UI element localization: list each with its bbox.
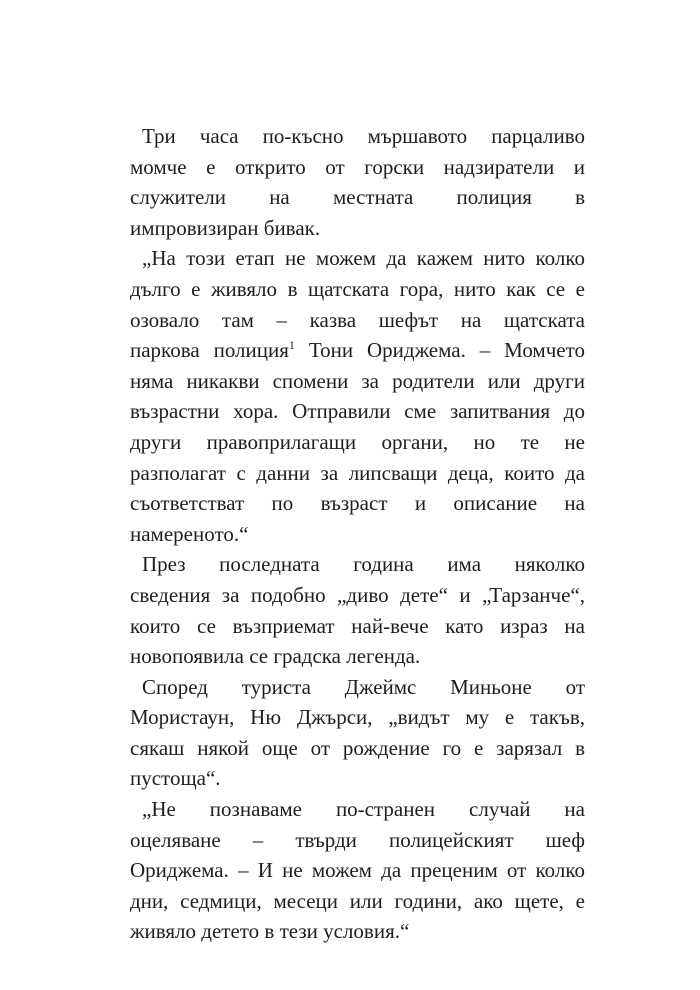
- text-line: дни, седмици, месеци или години, ако щете, е: [130, 888, 585, 913]
- paragraph-1: [118, 121, 585, 243]
- text-line: сведения за подобно „диво дете“ и „Тарзанче“,: [130, 582, 585, 607]
- text-line: оцеляване – твърди полицейският шеф: [130, 827, 585, 852]
- text-line: възрастни хора. Отправили сме запитвания до: [130, 399, 585, 424]
- text-line: Според туриста Джеймс Миньоне от: [142, 674, 585, 699]
- text-line: новопоявила се градска легенда.: [130, 644, 421, 669]
- text-line: пустоща“.: [130, 766, 221, 791]
- text-fragment: паркова полиция: [130, 338, 289, 363]
- paragraph-3: [118, 549, 585, 671]
- text-line: които се възприемат най-вече като израз на: [130, 613, 585, 638]
- text-fragment: Тони Ориджема. – Момчето: [308, 338, 585, 363]
- text-line: Три часа по-късно мършавото парцаливо: [142, 124, 585, 148]
- text-line: „Не познаваме по-странен случай на: [142, 797, 585, 822]
- paragraph-5: [118, 794, 585, 947]
- paragraph-4: [118, 672, 585, 794]
- text-line: дълго е живяло в щатската гора, нито как се е: [130, 276, 585, 301]
- text-line: озовало там – казва шефът на щатската: [130, 307, 585, 332]
- text-line: разполагат с данни за липсващи деца, които да: [130, 460, 585, 485]
- text-line: живяло детето в тези условия.“: [130, 919, 410, 944]
- text-line: момче е открито от горски надзиратели и: [130, 154, 585, 179]
- text-line: няма никакви спомени за родители или други: [130, 368, 585, 393]
- text-line: Мористаун, Ню Джърси, „видът му е такъв,: [130, 705, 585, 730]
- text-line: „На този етап не можем да кажем нито колко: [142, 246, 585, 271]
- footnote-marker[interactable]: 1: [288, 338, 295, 353]
- text-line: намереното.“: [130, 521, 249, 546]
- text-line: съответстват по възраст и описание на: [130, 491, 585, 516]
- text-line: служители на местната полиция в: [130, 185, 585, 210]
- text-line: други правоприлагащи органи, но те не: [130, 429, 585, 454]
- text-line: импровизиран бивак.: [130, 215, 321, 240]
- text-line: Ориджема. – И не можем да преценим от колко: [130, 858, 585, 883]
- text-line-with-footnote: [118, 335, 585, 366]
- text-line: През последната година има няколко: [142, 552, 585, 577]
- body-text: [118, 121, 585, 947]
- paragraph-2: [118, 243, 585, 549]
- text-line: сякаш някой още от рождение го е зарязал в: [130, 735, 585, 760]
